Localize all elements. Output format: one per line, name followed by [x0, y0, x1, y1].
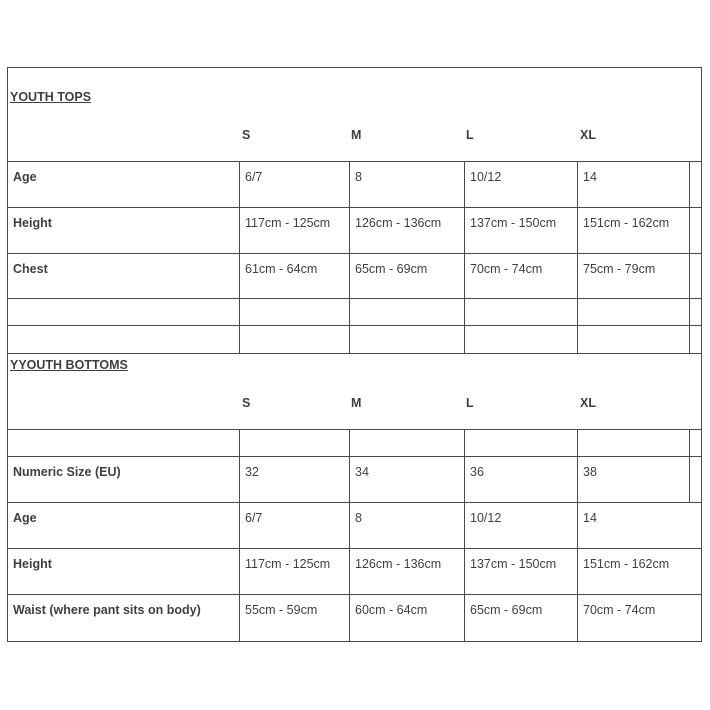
cell-value: 8 — [355, 511, 362, 525]
row-line — [7, 548, 702, 549]
row-label-height: Height — [13, 557, 52, 571]
cell-value: 10/12 — [470, 511, 502, 525]
row-label-chest: Chest — [13, 262, 48, 276]
cell-value: 55cm - 59cm — [245, 603, 318, 617]
size-header-l: L — [466, 128, 474, 142]
row-line — [7, 253, 702, 254]
size-header-s: S — [242, 128, 251, 142]
cell-value: 60cm - 64cm — [355, 603, 428, 617]
cell-value: 151cm - 162cm — [583, 216, 670, 230]
col-line — [349, 429, 350, 641]
cell-value: 137cm - 150cm — [470, 557, 557, 571]
border-bottom — [7, 641, 702, 642]
border-right — [701, 67, 702, 642]
row-label-age: Age — [13, 511, 37, 525]
cell-value: 126cm - 136cm — [355, 557, 442, 571]
col-line — [349, 161, 350, 353]
row-line — [7, 207, 702, 208]
cell-value: 34 — [355, 465, 369, 479]
col-line — [464, 161, 465, 353]
cell-value: 70cm - 74cm — [583, 603, 656, 617]
size-header-xl: XL — [580, 396, 596, 410]
row-label-age: Age — [13, 170, 37, 184]
cell-value: 36 — [470, 465, 484, 479]
row-line — [7, 429, 702, 430]
size-header-xl: XL — [580, 128, 596, 142]
col-line — [577, 429, 578, 641]
row-line — [7, 325, 702, 326]
cell-value: 6/7 — [245, 170, 263, 184]
border-top — [7, 67, 702, 68]
section-title-youth-bottoms: YYOUTH BOTTOMS — [10, 358, 128, 372]
col-line — [689, 161, 690, 353]
cell-value: 65cm - 69cm — [355, 262, 428, 276]
cell-value: 65cm - 69cm — [470, 603, 543, 617]
row-line — [7, 161, 702, 162]
col-line — [577, 161, 578, 353]
border-left — [7, 67, 8, 642]
row-label-height: Height — [13, 216, 52, 230]
size-header-l: L — [466, 396, 474, 410]
size-header-m: M — [351, 396, 362, 410]
cell-value: 117cm - 125cm — [245, 216, 331, 230]
row-line — [7, 298, 702, 299]
section-title-youth-tops: YOUTH TOPS — [10, 90, 92, 104]
cell-value: 117cm - 125cm — [245, 557, 331, 571]
cell-value: 126cm - 136cm — [355, 216, 442, 230]
cell-value: 14 — [583, 511, 597, 525]
size-header-m: M — [351, 128, 362, 142]
cell-value: 32 — [245, 465, 259, 479]
cell-value: 75cm - 79cm — [583, 262, 656, 276]
cell-value: 10/12 — [470, 170, 502, 184]
col-line — [239, 161, 240, 353]
cell-value: 38 — [583, 465, 597, 479]
col-line — [689, 429, 690, 503]
row-line — [7, 502, 702, 503]
cell-value: 14 — [583, 170, 597, 184]
cell-value: 61cm - 64cm — [245, 262, 318, 276]
col-line — [464, 429, 465, 641]
cell-value: 70cm - 74cm — [470, 262, 543, 276]
row-line — [7, 456, 702, 457]
row-label-numeric-size: Numeric Size (EU) — [13, 465, 121, 479]
cell-value: 8 — [355, 170, 362, 184]
row-label-waist: Waist (where pant sits on body) — [13, 603, 201, 617]
col-line — [239, 429, 240, 641]
row-line — [7, 353, 702, 354]
cell-value: 137cm - 150cm — [470, 216, 557, 230]
row-line — [7, 594, 702, 595]
size-header-s: S — [242, 396, 251, 410]
cell-value: 6/7 — [245, 511, 263, 525]
cell-value: 151cm - 162cm — [583, 557, 670, 571]
